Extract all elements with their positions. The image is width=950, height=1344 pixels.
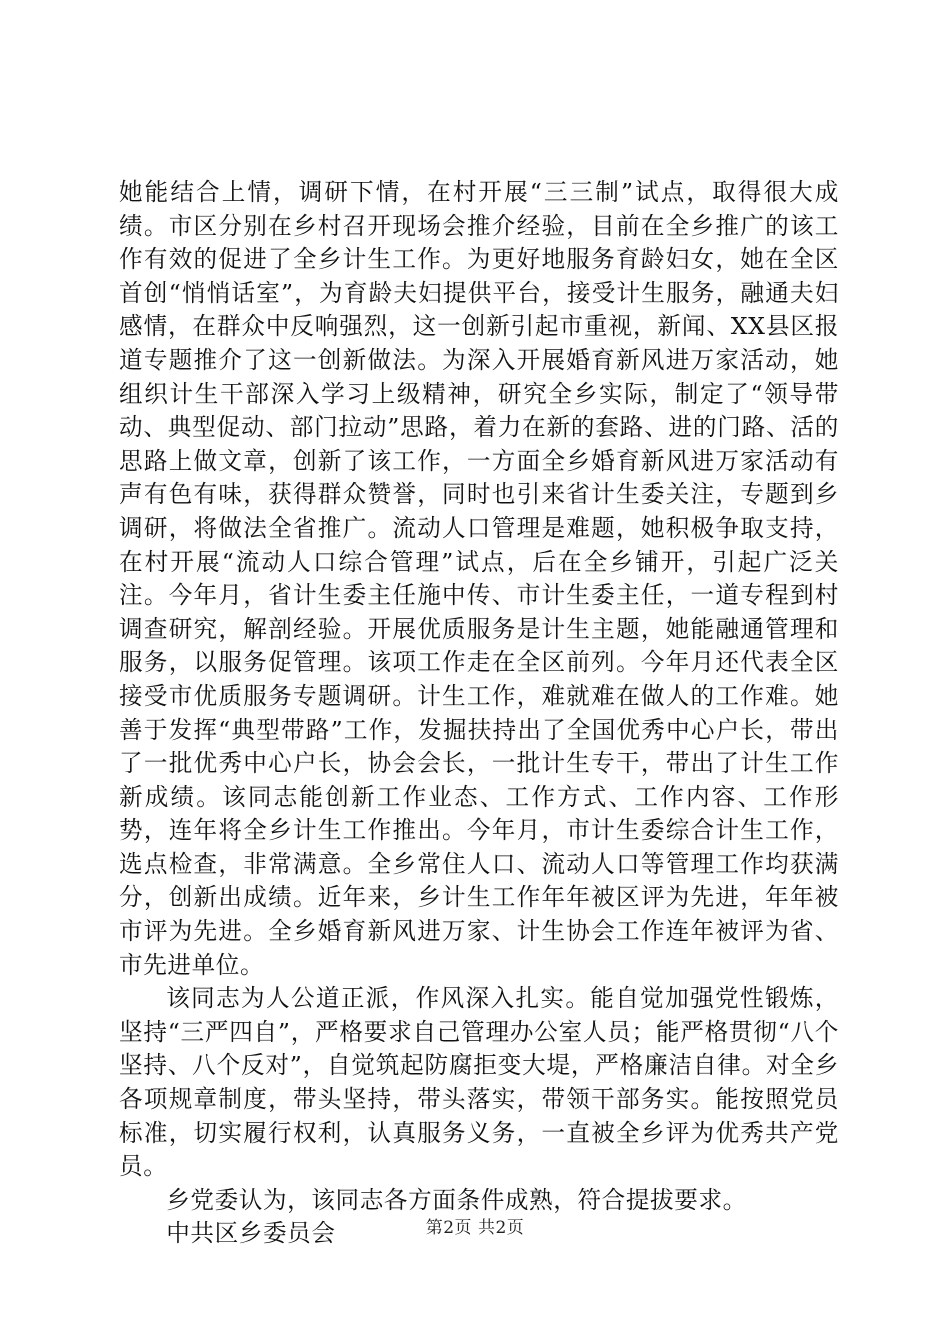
document-body bbox=[119, 176, 839, 1251]
paragraph-conduct: 该同志为人公道正派，作风深入扎实。能自觉加强党性锻炼，坚持“三严四自”，严格要求自己管理办公室人员；能严格贯彻“八个坚持、八个反对”，自觉筑起防腐拒变大堤，严格廉洁自律。对全乡各项规章制度，带头坚持，带头落实，带领干部务实。能按照党员标准，切实履行权利，认真服务义务，一直被全乡评为优秀共产党员。 bbox=[119, 984, 839, 1181]
page-number-footer: 第2页 共2页 bbox=[425, 1218, 525, 1238]
paragraph-signature: 中共区乡委员会 bbox=[166, 1219, 336, 1248]
paragraph-family-planning-work: 她能结合上情，调研下情，在村开展“三三制”试点，取得很大成绩。市区分别在乡村召开现场会推介经验，目前在全乡推广的该工作有效的促进了全乡计生工作。为更好地服务育龄妇女，她在全区首创“悄悄话室”，为育龄夫妇提供平台，接受计生服务，融通夫妇感情，在群众中反响强烈，这一创新引起市重视，新闻、XX县区报道专题推介了这一创新做法。为深入开展婚育新风进万家活动，她组织计生干部深入学习上级精神，研究全乡实际，制定了“领导带动、典型促动、部门拉动”思路，着力在新的套路、进的门路、活的思路上做文章，创新了该工作，一方面全乡婚育新风进万家活动有声有色有味，获得群众赞誉，同时也引来省计生委关注，专题到乡调研，将做法全省推广。流动人口管理是难题，她积极争取支持，在村开展“流动人口综合管理”试点，后在全乡铺开，引起广泛关注。今年月，省计生委主任施中传、市计生委主任，一道专程到村调查研究，解剖经验。开展优质服务是计生主题，她能融通管理和服务，以服务促管理。该项工作走在全区前列。今年月还代表全区接受市优质服务专题调研。计生工作，难就难在做人的工作难。她善于发挥“典型带路”工作，发掘扶持出了全国优秀中心户长，带出了一批优秀中心户长，协会会长，一批计生专干，带出了计生工作新成绩。该同志能创新工作业态、工作方式、工作内容、工作形势，连年将全乡计生工作推出。今年月，市计生委综合计生工作，选点检查，非常满意。全乡常住人口、流动人口等管理工作均获满分，创新出成绩。近年来，乡计生工作年年被区评为先进，年年被市评为先进。全乡婚育新风进万家、计生协会工作连年被评为省、市先进单位。 bbox=[119, 178, 839, 979]
paragraph-recommendation: 乡党委认为，该同志各方面条件成熟，符合提拔要求。 bbox=[166, 1185, 747, 1214]
